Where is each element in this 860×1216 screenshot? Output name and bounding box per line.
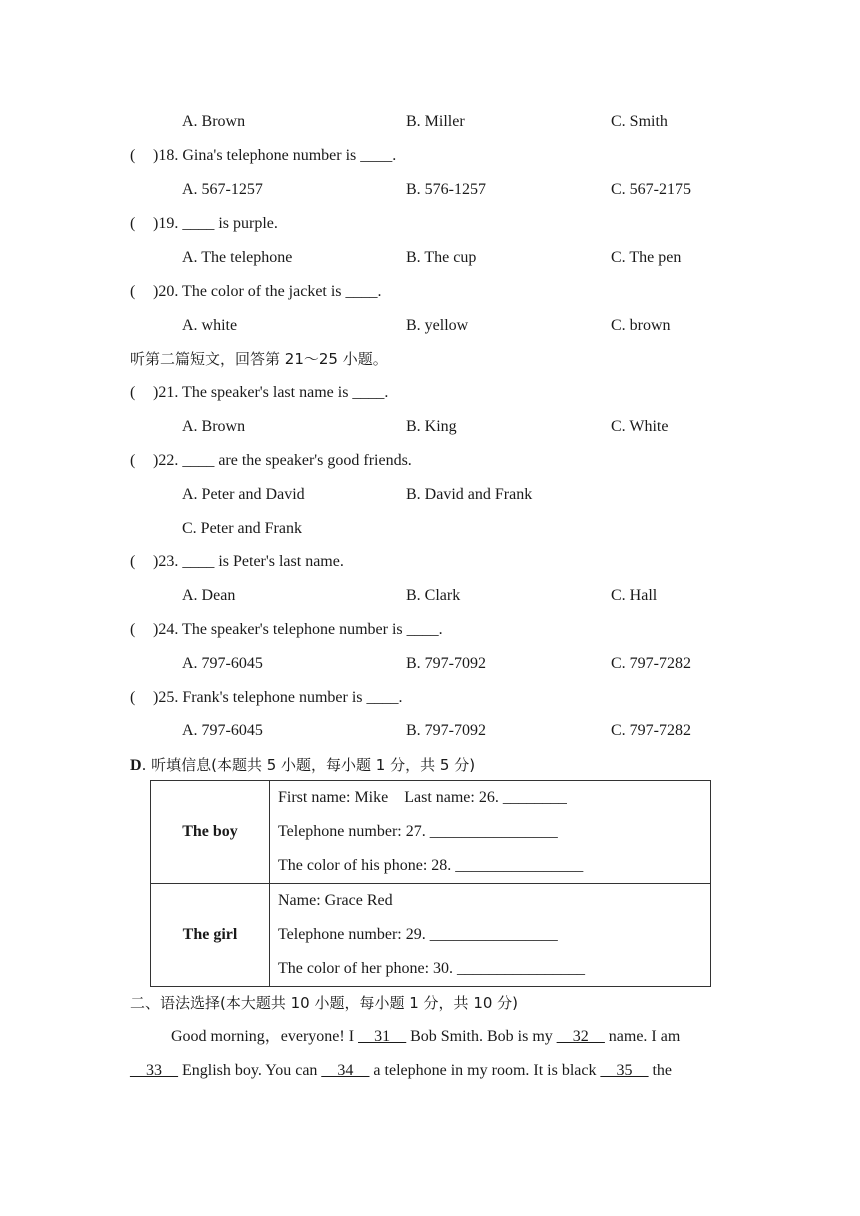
table-row-girl bbox=[151, 884, 711, 987]
option-a: A. Brown bbox=[182, 418, 246, 435]
option-c: C. 567-2175 bbox=[611, 181, 691, 198]
answer-paren: ( bbox=[130, 689, 136, 706]
row-content-boy bbox=[270, 781, 711, 884]
question-17-options bbox=[0, 110, 860, 134]
answer-paren: ( bbox=[130, 215, 136, 232]
question-21 bbox=[0, 381, 860, 405]
question-22-options bbox=[0, 483, 860, 507]
passage-text: the bbox=[648, 1062, 673, 1079]
option-a: A. Dean bbox=[182, 587, 236, 604]
question-text: )22. ____ are the speaker's good friends. bbox=[153, 452, 412, 469]
passage-line-1 bbox=[171, 1025, 771, 1049]
question-23-options bbox=[0, 584, 860, 608]
question-20-options bbox=[0, 314, 860, 338]
section-d-title bbox=[130, 753, 475, 778]
blank-33: __33__ bbox=[130, 1062, 178, 1079]
blank-32: __32__ bbox=[556, 1028, 605, 1045]
option-a: A. Brown bbox=[182, 113, 246, 130]
option-a: A. white bbox=[182, 317, 238, 334]
info-table bbox=[150, 780, 711, 987]
option-c: C. The pen bbox=[611, 249, 682, 266]
answer-paren: ( bbox=[130, 621, 136, 638]
question-22-options-2 bbox=[0, 517, 860, 541]
answer-paren: ( bbox=[130, 452, 136, 469]
question-25-options bbox=[0, 719, 860, 743]
blank-35: __35__ bbox=[600, 1062, 649, 1079]
option-b: B. 797-7092 bbox=[406, 722, 486, 739]
option-a: A. 797-6045 bbox=[182, 722, 263, 739]
question-25 bbox=[0, 686, 860, 710]
passage-line-2 bbox=[130, 1059, 730, 1083]
option-c: C. Hall bbox=[611, 587, 658, 604]
question-18-options bbox=[0, 178, 860, 202]
question-text: )21. The speaker's last name is ____. bbox=[153, 384, 389, 401]
grammar-heading-text: 二、语法选择(本大题共 10 小题，每小题 1 分，共 10 分) bbox=[130, 994, 519, 1012]
question-24 bbox=[0, 618, 860, 642]
question-20 bbox=[0, 280, 860, 304]
girl-name-line: Name: Grace Red bbox=[278, 892, 393, 909]
boy-name-line: First name: Mike Last name: 26. ________ bbox=[278, 789, 567, 806]
answer-paren: ( bbox=[130, 553, 136, 570]
row-content-girl bbox=[270, 884, 711, 987]
option-b: B. The cup bbox=[406, 249, 477, 266]
question-19-options bbox=[0, 246, 860, 270]
question-text: )24. The speaker's telephone number is ____. bbox=[153, 621, 443, 638]
question-text: )19. ____ is purple. bbox=[153, 215, 278, 232]
option-c: C. brown bbox=[611, 317, 671, 334]
passage-text: English boy. You can bbox=[178, 1062, 322, 1079]
girl-phone-line: Telephone number: 29. ________________ bbox=[278, 926, 558, 943]
row-label-girl: The girl bbox=[151, 884, 270, 987]
section-heading-text: 听第二篇短文，回答第 21～25 小题。 bbox=[130, 350, 388, 368]
option-b: B. Miller bbox=[406, 113, 465, 130]
question-23 bbox=[0, 550, 860, 574]
question-18 bbox=[0, 144, 860, 168]
question-22 bbox=[0, 449, 860, 473]
question-text: )20. The color of the jacket is ____. bbox=[153, 283, 382, 300]
option-a: A. 567-1257 bbox=[182, 181, 263, 198]
option-a: A. The telephone bbox=[182, 249, 293, 266]
option-b: B. 797-7092 bbox=[406, 655, 486, 672]
option-a: A. Peter and David bbox=[182, 486, 305, 503]
question-19 bbox=[0, 212, 860, 236]
question-text: )23. ____ is Peter's last name. bbox=[153, 553, 344, 570]
section-d-heading bbox=[0, 753, 860, 777]
passage-text: Good morning，everyone! I bbox=[171, 1028, 359, 1045]
section-2-heading bbox=[0, 347, 860, 371]
passage-text: name. I am bbox=[604, 1028, 681, 1045]
passage-text: Bob Smith. Bob is my bbox=[406, 1028, 557, 1045]
option-b: B. Clark bbox=[406, 587, 461, 604]
answer-paren: ( bbox=[130, 147, 136, 164]
option-c: C. Smith bbox=[611, 113, 668, 130]
boy-color-line: The color of his phone: 28. ________________ bbox=[278, 857, 584, 874]
row-label-boy: The boy bbox=[151, 781, 270, 884]
question-text: )18. Gina's telephone number is ____. bbox=[153, 147, 397, 164]
option-b: B. King bbox=[406, 418, 457, 435]
option-b: B. David and Frank bbox=[406, 486, 533, 503]
answer-paren: ( bbox=[130, 283, 136, 300]
option-c: C. Peter and Frank bbox=[182, 520, 302, 537]
blank-31: __31__ bbox=[358, 1028, 407, 1045]
boy-phone-line: Telephone number: 27. ________________ bbox=[278, 823, 558, 840]
option-c: C. 797-7282 bbox=[611, 655, 691, 672]
blank-34: __34__ bbox=[321, 1062, 370, 1079]
option-c: C. White bbox=[611, 418, 669, 435]
option-b: B. 576-1257 bbox=[406, 181, 486, 198]
section-d-letter: D bbox=[130, 757, 142, 774]
option-c: C. 797-7282 bbox=[611, 722, 691, 739]
option-a: A. 797-6045 bbox=[182, 655, 263, 672]
answer-paren: ( bbox=[130, 384, 136, 401]
section-d-text: . 听填信息(本题共 5 小题，每小题 1 分，共 5 分) bbox=[141, 756, 476, 774]
option-b: B. yellow bbox=[406, 317, 469, 334]
girl-color-line: The color of her phone: 30. ________________ bbox=[278, 960, 586, 977]
question-24-options bbox=[0, 652, 860, 676]
table-row-boy bbox=[151, 781, 711, 884]
grammar-heading bbox=[0, 991, 860, 1015]
passage-text: a telephone in my room. It is black bbox=[369, 1062, 601, 1079]
question-21-options bbox=[0, 415, 860, 439]
question-text: )25. Frank's telephone number is ____. bbox=[153, 689, 403, 706]
